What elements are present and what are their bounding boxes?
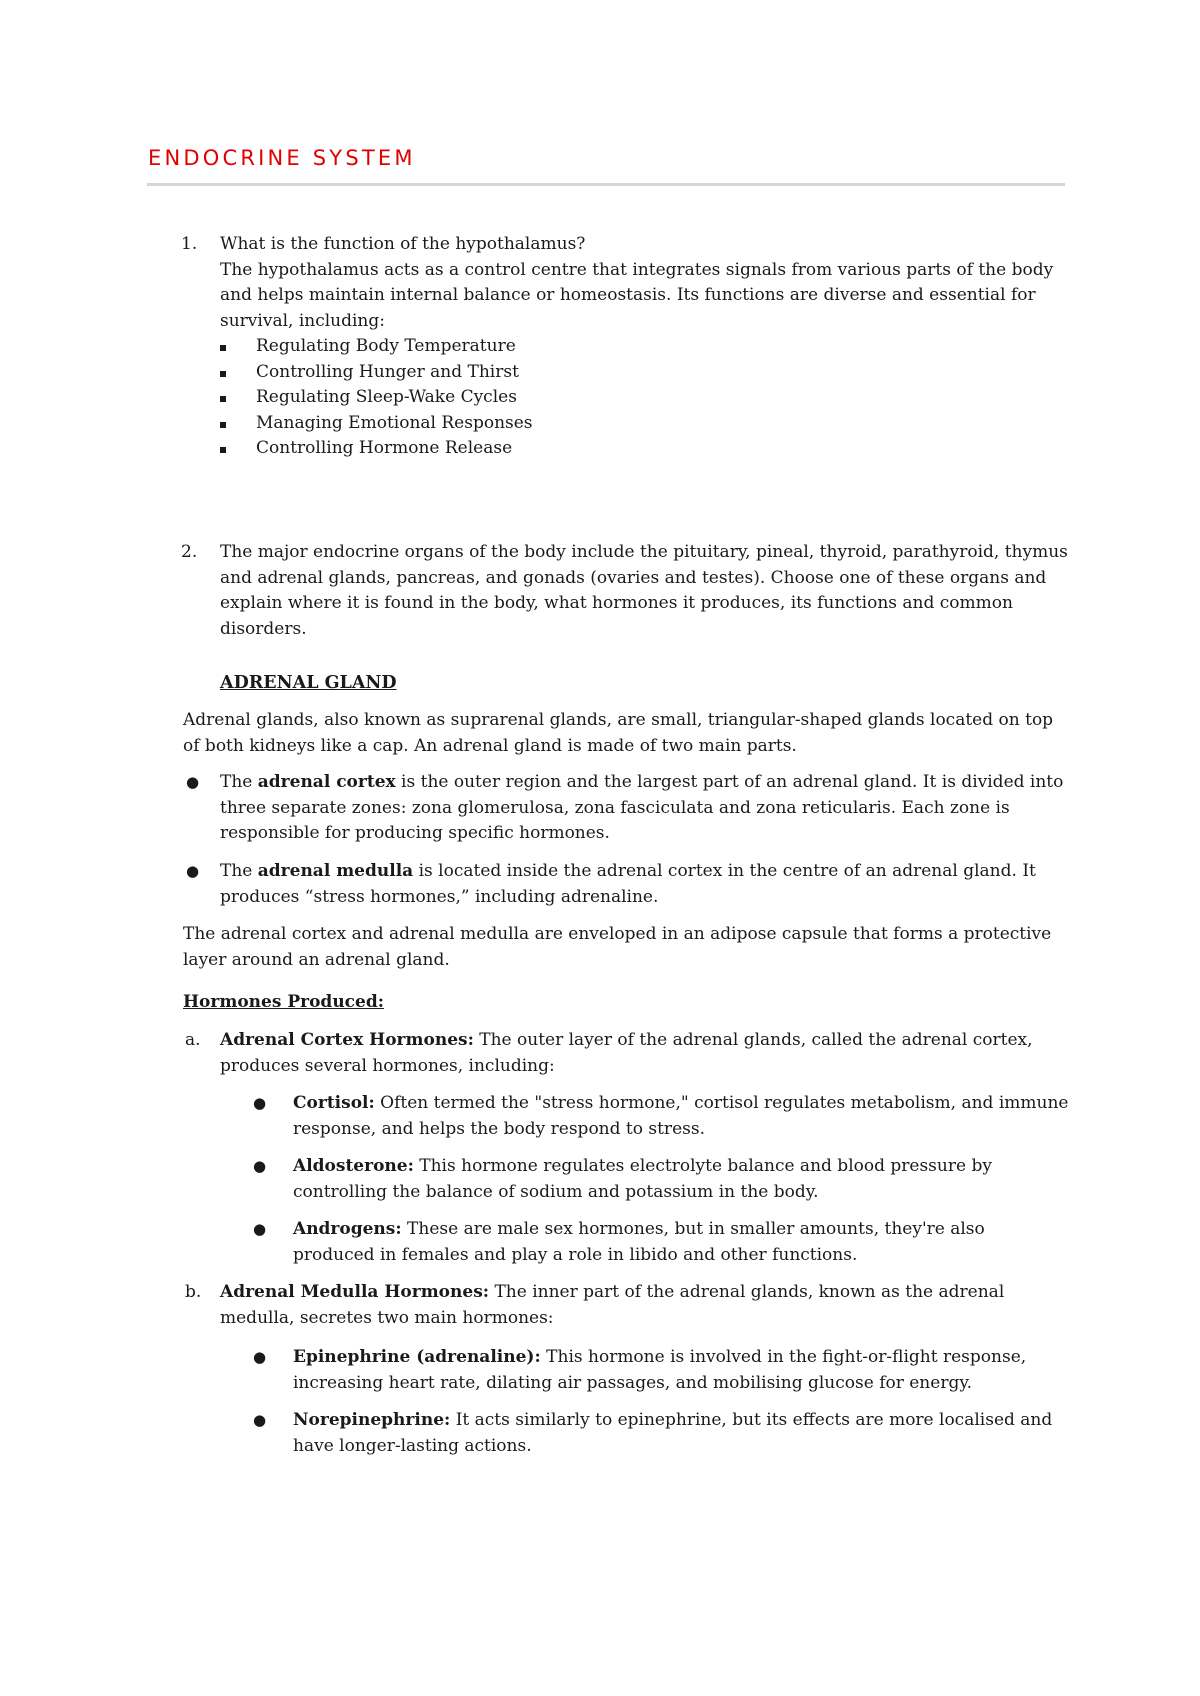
list-item: ● The adrenal medulla is located inside the adrenal cortex in the centre of an adrenal gland. It produces “stress hormones,” including adrenaline. — [186, 861, 1036, 907]
list-item: ● Cortisol: Often termed the "stress hormone," cortisol regulates metabolism, and immune response, and helps the body respond to stress. — [253, 1093, 1069, 1139]
list-item: Controlling Hormone Release — [256, 436, 1073, 462]
list-item: Controlling Hunger and Thirst — [256, 360, 1073, 386]
answer-text: The hypothalamus acts as a control centre that integrates signals from various parts of the body and helps maintain internal balance or homeostasis. Its functions are diverse and essential for survival, including: — [220, 259, 1054, 331]
bullet-icon: ● — [253, 1348, 267, 1366]
list-item: ● Norepinephrine: It acts similarly to epinephrine, but its effects are more localised and have longer-lasting actions. — [253, 1410, 1053, 1456]
question-2 — [183, 540, 1073, 642]
list-letter: a. — [185, 1030, 201, 1050]
bullet-icon: ● — [253, 1094, 267, 1112]
adrenal-intro: Adrenal glands, also known as suprarenal glands, are small, triangular-shaped glands located on top of both kidneys like a cap. An adrenal gland is made of two main parts. — [183, 710, 1054, 756]
document-title: ENDOCRINE SYSTEM — [148, 146, 416, 170]
bullet-icon: ● — [186, 862, 200, 880]
list-item: ● Androgens: These are male sex hormones, but in smaller amounts, they're also produced in females and play a role in libido and other functions. — [253, 1219, 985, 1265]
question-number: 1. — [181, 234, 198, 254]
list-item: Regulating Sleep-Wake Cycles — [256, 385, 1073, 411]
list-item: ● Epinephrine (adrenaline): This hormone is involved in the fight-or-flight response, increasing heart rate, dilating air passages, and mobilising glucose for energy. — [253, 1347, 1027, 1393]
bullet-icon: ● — [253, 1157, 267, 1175]
medulla-hormones-item: b. Adrenal Medulla Hormones: The inner part of the adrenal glands, known as the adrenal medulla, secretes two main hormones: — [185, 1282, 1005, 1328]
bullet-icon: ● — [186, 773, 200, 791]
list-item: ● Aldosterone: This hormone regulates electrolyte balance and blood pressure by controlling the balance of sodium and potassium in the body. — [253, 1156, 992, 1202]
section-heading: ADRENAL GLAND — [220, 673, 397, 693]
question-1 — [183, 232, 1073, 462]
capsule-paragraph: The adrenal cortex and adrenal medulla are enveloped in an adipose capsule that forms a protective layer around an adrenal gland. — [183, 924, 1052, 970]
hormones-heading: Hormones Produced: — [183, 992, 385, 1012]
list-item: Managing Emotional Responses — [256, 411, 1073, 437]
bullet-icon: ● — [253, 1220, 267, 1238]
list-letter: b. — [185, 1282, 202, 1302]
list-item: ● The adrenal cortex is the outer region and the largest part of an adrenal gland. It is divided into three separate zones: zona glomerulosa, zona fasciculata and zona reticularis. Each zone is responsible for producing specific hormones. — [186, 772, 1064, 843]
list-item: Regulating Body Temperature — [256, 334, 1073, 360]
bullet-icon: ● — [253, 1411, 267, 1429]
cortex-hormones-item: a. Adrenal Cortex Hormones: The outer layer of the adrenal glands, called the adrenal cortex, produces several hormones, including: — [185, 1030, 1033, 1076]
question-text: What is the function of the hypothalamus? — [220, 234, 586, 254]
hypothalamus-functions-list — [183, 334, 1073, 462]
question-number: 2. — [181, 542, 198, 562]
question-text: The major endocrine organs of the body include the pituitary, pineal, thyroid, parathyroid, thymus and adrenal glands, pancreas, and gonads (ovaries and testes). Choose one of these organs and explain where it is found in the body, what hormones it produces, its functions and common disorders. — [220, 542, 1068, 639]
